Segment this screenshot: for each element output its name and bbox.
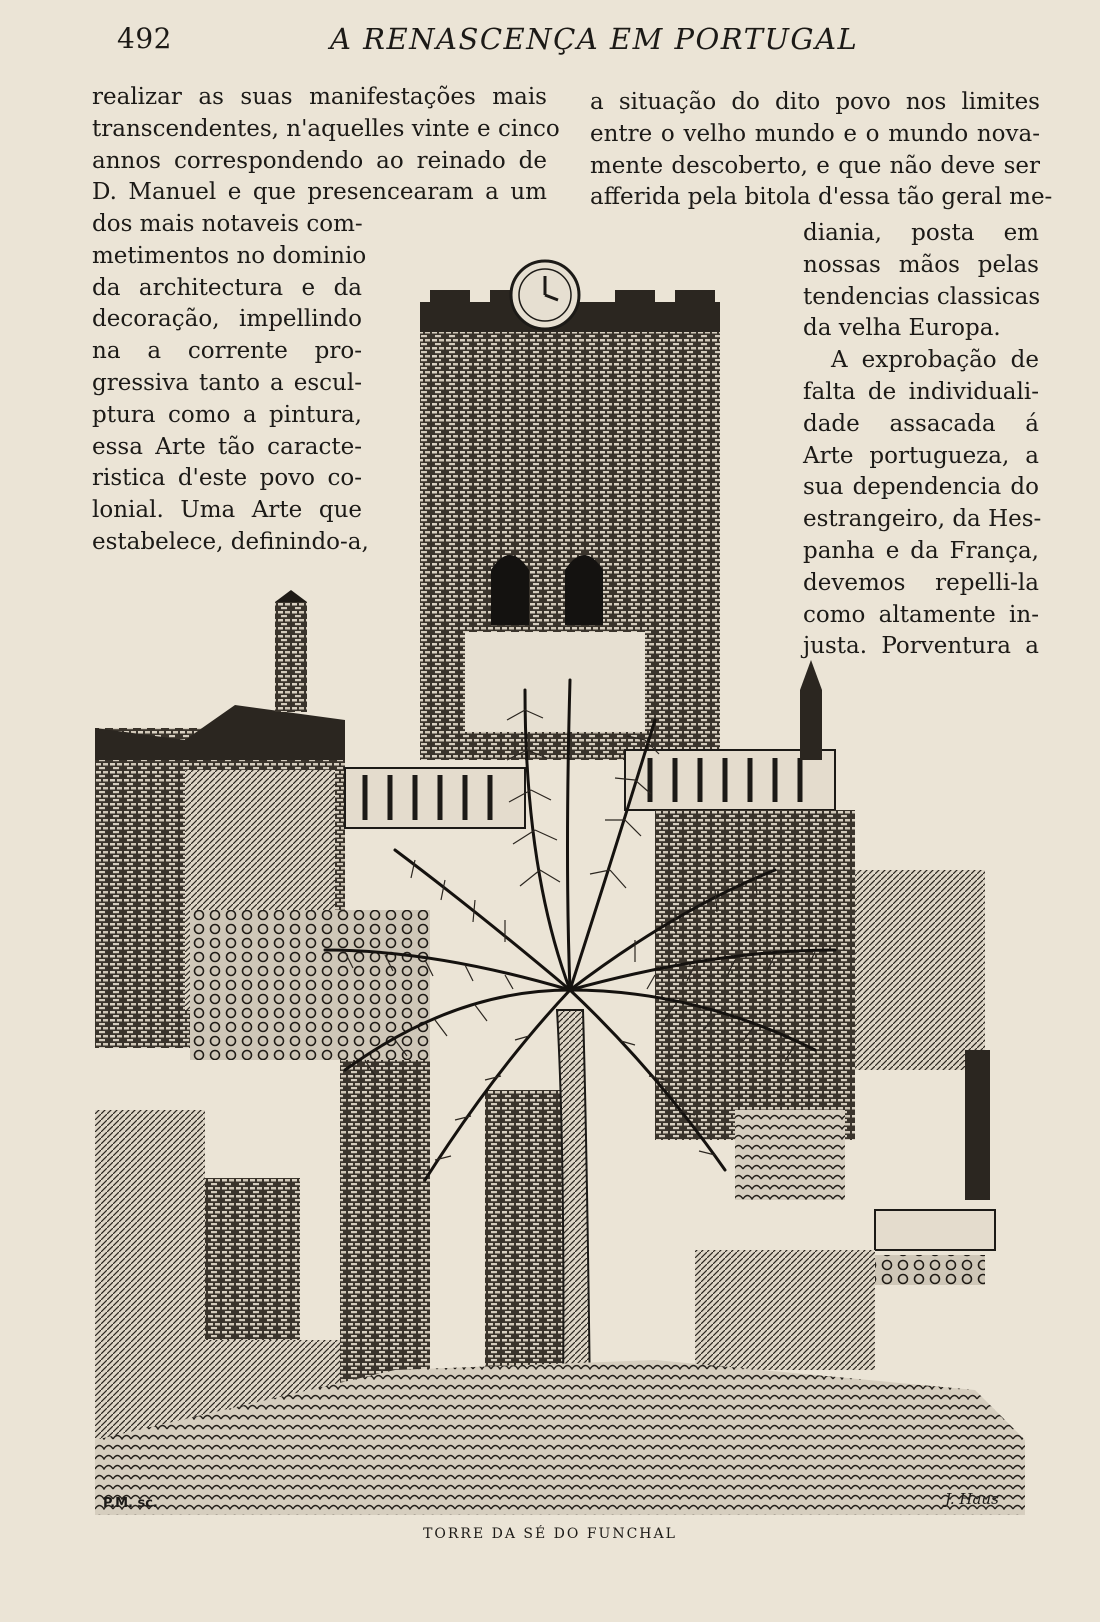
text-line: devemos repelli-la <box>803 569 1039 596</box>
text-line: transcendentes, n'aquelles vinte e cinco <box>92 115 560 142</box>
text-line: estrangeiro, da Hes- <box>803 506 1042 533</box>
left-column-top <box>92 82 560 209</box>
text-line: da velha Europa. <box>803 315 1001 342</box>
text-line: sua dependencia do <box>803 474 1039 501</box>
text-line: falta de individuali- <box>803 378 1039 405</box>
text-line: annos correspondendo ao reinado de <box>92 147 547 174</box>
text-line: A exprobação de <box>831 347 1039 374</box>
cathedral-tower-engraving <box>95 250 1025 1515</box>
text-line: dos mais notaveis com- <box>92 211 363 237</box>
text-line: nossas mãos pelas <box>803 251 1039 278</box>
text-line: ristica d'este povo co- <box>92 465 362 492</box>
text-line: metimentos no dominio <box>92 242 367 269</box>
text-line: panha e da França, <box>803 537 1039 564</box>
figure-caption: TORRE DA SÉ DO FUNCHAL <box>423 1526 677 1542</box>
text-line: lonial. Uma Arte que <box>92 497 362 524</box>
running-title: A RENASCENÇA EM PORTUGAL <box>330 22 859 56</box>
text-line: ptura como a pintura, <box>92 401 362 428</box>
text-line: Arte portugueza, a <box>803 442 1039 469</box>
text-line: a situação do dito povo nos limites <box>590 89 1040 115</box>
text-line: mente descoberto, e que não deve ser <box>590 152 1040 179</box>
artist-signature: J. Haus <box>945 1490 999 1508</box>
text-line: realizar as suas manifestações mais <box>92 84 547 110</box>
text-line: tendencias classicas <box>803 283 1041 310</box>
text-line: D. Manuel e que presencearam a um <box>92 179 547 206</box>
right-buildings <box>655 810 995 1285</box>
text-line: decoração, impellindo <box>92 306 362 333</box>
text-line: entre o velho mundo e o mundo nova- <box>590 120 1040 147</box>
page-number: 492 <box>117 22 172 55</box>
text-line: na a corrente pro- <box>92 338 362 365</box>
right-column-top <box>590 87 1053 214</box>
text-line: afferida pela bitola d'essa tão geral me- <box>590 184 1053 211</box>
text-line: estabelece, definindo-a, <box>92 528 369 555</box>
text-line: justa. Porventura a <box>803 633 1039 660</box>
text-line: essa Arte tão caracte- <box>92 433 362 460</box>
text-line: dade assacada á <box>803 410 1039 437</box>
text-line: como altamente in- <box>803 601 1039 628</box>
engraver-signature: P.M. sc. <box>103 1496 158 1511</box>
text-line: da architectura e da <box>92 274 362 301</box>
text-line: diania, posta em <box>803 220 1039 246</box>
text-line: gressiva tanto a escul- <box>92 369 362 396</box>
